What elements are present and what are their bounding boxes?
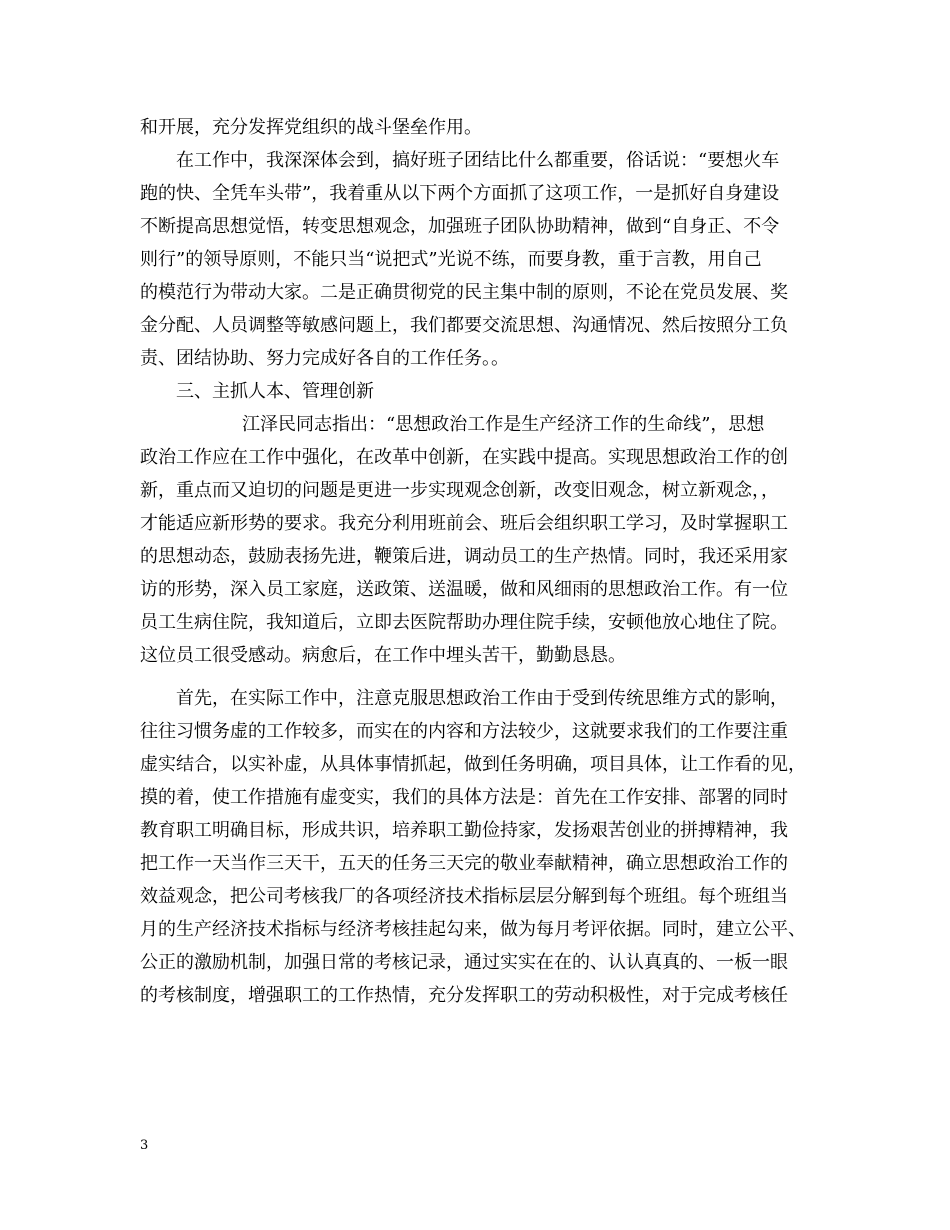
text-line: 在工作中，我深深体会到，搞好班子团结比什么都重要，俗话说：“要想火车 [176, 150, 780, 171]
text-line: 政治工作应在工作中强化，在改革中创新，在实践中提高。实现思想政治工作的创 [140, 447, 788, 468]
text-line: 跑的快、全凭车头带”，我着重从以下两个方面抓了这项工作，一是抓好自身建设 [140, 183, 780, 204]
text-line: 的模范行为带动大家。二是正确贯彻党的民主集中制的原则，不论在党员发展、奖 [140, 282, 788, 303]
text-line: 则行”的领导原则，不能只当“说把式”光说不练，而要身教，重于言教，用自己 [140, 249, 762, 270]
text-line: 公正的激励机制，加强日常的考核记录，通过实实在在的、认认真真的、一板一眼 [140, 952, 788, 973]
text-line: 的考核制度，增强职工的工作热情，充分发挥职工的劳动积极性，对于完成考核任 [140, 985, 788, 1006]
text-line: 访的形势，深入员工家庭，送政策、送温暖，做和风细雨的思想政治工作。有一位 [140, 579, 788, 600]
text-line: 的思想动态，鼓励表扬先进，鞭策后进，调动员工的生产热情。同时，我还采用家 [140, 546, 788, 567]
text-line: 江泽民同志指出：“思想政治工作是生产经济工作的生命线”，思想 [242, 414, 765, 435]
text-line: 月的生产经济技术指标与经济考核挂起勾来，做为每月考评依据。同时，建立公平、 [140, 919, 806, 940]
text-line: 首先，在实际工作中，注意克服思想政治工作由于受到传统思维方式的影响， [176, 688, 788, 709]
text-line: 效益观念，把公司考核我厂的各项经济技术指标层层分解到每个班组。每个班组当 [140, 886, 788, 907]
text-line: 摸的着，使工作措施有虚变实，我们的具体方法是：首先在工作安排、部署的同时 [140, 787, 788, 808]
text-line: 金分配、人员调整等敏感问题上，我们都要交流思想、沟通情况、然后按照分工负 [140, 315, 788, 336]
text-line: 不断提高思想觉悟，转变思想观念，加强班子团队协助精神，做到“自身正、不令 [140, 216, 780, 237]
text-line: 这位员工很受感动。病愈后，在工作中埋头苦干，勤勤恳恳。 [140, 645, 626, 666]
text-line: 往往习惯务虚的工作较多，而实在的内容和方法较少，这就要求我们的工作要注重 [140, 721, 788, 742]
section-heading: 三、主抓人本、管理创新 [176, 381, 374, 402]
text-line: 虚实结合，以实补虚，从具体事情抓起，做到任务明确，项目具体，让工作看的见， [140, 754, 806, 775]
text-line: 员工生病住院，我知道后，立即去医院帮助办理住院手续，安顿他放心地住了院。 [140, 612, 788, 633]
paragraph-gap [140, 672, 808, 682]
page-number: 3 [140, 1138, 149, 1153]
text-line: 教育职工明确目标，形成共识，培养职工勤俭持家，发扬艰苦创业的拼搏精神，我 [140, 820, 788, 841]
text-line: 责、团结协助、努力完成好各自的工作任务。。 [140, 348, 509, 369]
text-line: 和开展，充分发挥党组织的战斗堡垒作用。 [140, 117, 482, 138]
text-line: 把工作一天当作三天干，五天的任务三天完的敬业奉献精神，确立思想政治工作的 [140, 853, 788, 874]
text-line: 才能适应新形势的要求。我充分利用班前会、班后会组织职工学习，及时掌握职工 [140, 513, 788, 534]
body-text [140, 111, 808, 1012]
text-line: 新，重点而又迫切的问题是更进一步实现观念创新，改变旧观念，树立新观念，， [140, 480, 779, 501]
